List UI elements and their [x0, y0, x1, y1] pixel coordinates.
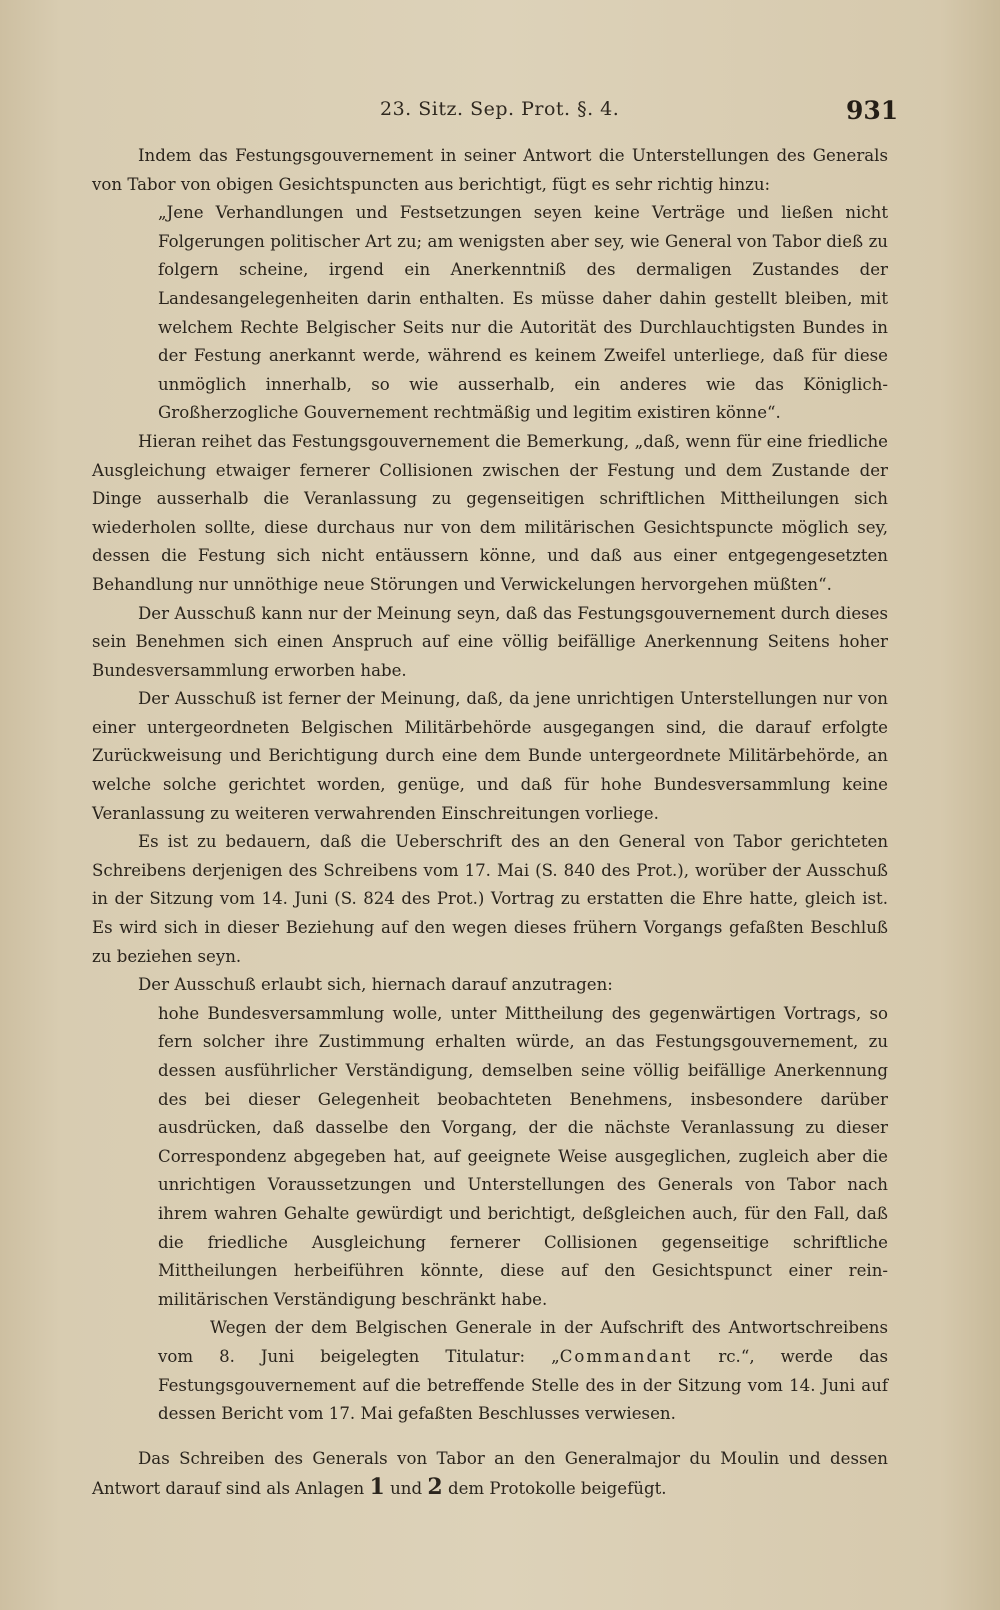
paragraph-title-note	[92, 1314, 888, 1428]
attachments-after: dem Protokolle beigefügt.	[442, 1479, 667, 1499]
title-note-after: rc.“, werde das Festungsgouvernement auf die betreffende Stelle des in der Sitzung vom 14. Juni auf dessen Bericht vom 17. Mai gefaßten Beschlusses verwiesen.	[158, 1346, 888, 1424]
title-note-before: Wegen der dem Belgischen Generale in der Aufschrift des Antwortschreibens vom 8. Juni beigelegten Titulatur: „	[158, 1318, 888, 1366]
running-head: 23. Sitz. Sep. Prot. §. 4.	[380, 98, 620, 120]
paragraph-intro: Indem das Festungsgouvernement in seiner Antwort die Unterstellungen des Generals von Tabor von obigen Gesichtspuncten aus berichtigt, fügt es sehr richtig hinzu:	[92, 146, 888, 194]
paragraph-regret: Es ist zu bedauern, daß die Ueberschrift des an den General von Tabor gerichteten Schreibens derjenigen des Schreibens vom 17. Mai (S. 840 des Prot.), worüber der Ausschuß in der Sitzung vom 14. Juni (S. 824 des Prot.) Vortrag zu erstatten die Ehre hatte, gleich ist. Es wird sich in dieser Beziehung auf den wegen dieses frühern Vorgangs gefaßten Beschluß zu beziehen seyn.	[92, 832, 888, 966]
page-body	[92, 142, 888, 1504]
paragraph-remark: Hieran reihet das Festungsgouvernement die Bemerkung, „daß, wenn für eine friedliche Ausgleichung etwaiger fernerer Collisionen zwischen der Festung und dem Zustande der Dinge ausserhalb die Veranlassung zu gegenseitigen schriftlichen Mittheilungen sich wiederholen sollte, diese durchaus nur von dem militärischen Gesichtspuncte möglich sey, dessen die Festung sich nicht entäussern könne, und daß aus einer entgegengesetzten Behandlung nur unnöthige neue Störungen und Verwickelungen hervorgehen müßten“.	[92, 431, 888, 594]
title-commandant: Commandant	[559, 1346, 693, 1366]
page-header	[0, 96, 1000, 126]
paragraph-quotation: „Jene Verhandlungen und Festsetzungen seyen keine Verträge und ließen nicht Folgerungen politischer Art zu; am wenigsten aber sey, wie General von Tabor dieß zu folgern scheine, irgend ein Anerkenntniß des dermaligen Zustandes der Landesangelegenheiten darin enthalten. Es müsse daher dahin gestellt bleiben, mit welchem Rechte Belgischer Seits nur die Autorität des Durchlauchtigsten Bundes in der Festung anerkannt werde, während es keinem Zweifel unterliege, daß für diese unmöglich innerhalb, so wie ausserhalb, ein anderes wie das Königlich-Großherzogliche Gouvernement rechtmäßig und legitim existiren könne“.	[158, 203, 888, 423]
paragraph-motion: hohe Bundesversammlung wolle, unter Mittheilung des gegenwärtigen Vortrags, so fern solcher ihre Zustimmung erhalten würde, an das Festungsgouvernement, zu dessen ausführlicher Verständigung, demselben seine völlig beifällige Anerkennung des bei dieser Gelegenheit beobachteten Benehmens, insbesondere darüber ausdrücken, daß dasselbe den Vorgang, der die nächste Veranlassung zu dieser Correspondenz abgegeben hat, auf geeignete Weise ausgeglichen, zugleich aber die unrichtigen Voraussetzungen und Unterstellungen des Generals von Tabor nach ihrem wahren Gehalte gewürdigt und berichtigt, deßgleichen auch, für den Fall, daß die friedliche Ausgleichung fernerer Collisionen gegenseitige schriftliche Mittheilungen herbeiführen könnte, diese auf den Gesichtspunct einer rein-militärischen Verständigung beschränkt habe.	[158, 1003, 888, 1309]
attachments-mid: und	[384, 1479, 428, 1499]
attachment-number-2: 2	[427, 1474, 443, 1501]
paragraph-motion-intro: Der Ausschuß erlaubt sich, hiernach darauf anzutragen:	[138, 975, 613, 995]
attachments-before: Das Schreiben des Generals von Tabor an den Generalmajor du Moulin und dessen Antwort darauf sind als Anlagen	[92, 1448, 888, 1499]
attachment-number-1: 1	[369, 1474, 385, 1501]
paragraph-committee-further: Der Ausschuß ist ferner der Meinung, daß, da jene unrichtigen Unterstellungen nur von einer untergeordneten Belgischen Militärbehörde ausgegangen sind, die darauf erfolgte Zurückweisung und Berichtigung durch eine dem Bunde untergeordnete Militärbehörde, an welche solche gerichtet worden, genüge, und daß für hohe Bundesversammlung keine Veranlassung zu weiteren verwahrenden Einschreitungen vorliege.	[92, 689, 888, 823]
paragraph-committee-opinion: Der Ausschuß kann nur der Meinung seyn, daß das Festungsgouvernement durch dieses sein Benehmen sich einen Anspruch auf eine völlig beifällige Anerkennung Seitens hoher Bundesversammlung erworben habe.	[92, 603, 888, 680]
page-number: 931	[846, 96, 899, 125]
section-gap	[92, 1429, 888, 1445]
paragraph-attachments	[92, 1445, 888, 1504]
